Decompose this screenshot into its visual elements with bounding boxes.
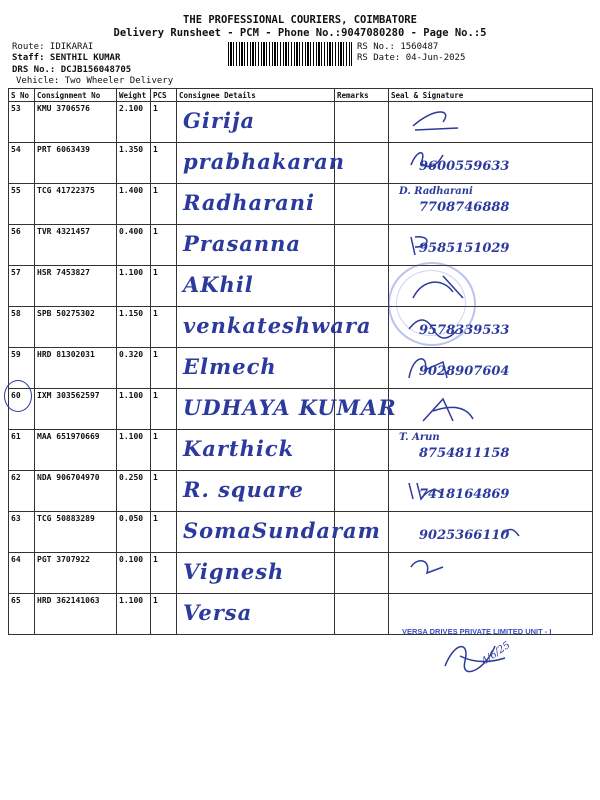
route-label: Route: IDIKARAI — [12, 42, 94, 52]
cell-signature — [389, 553, 593, 594]
table-header-row — [9, 89, 593, 102]
cell-signature — [389, 512, 593, 553]
col-remarks: Remarks — [335, 89, 389, 102]
cell-consignee — [177, 594, 335, 635]
cell-signature — [389, 348, 593, 389]
cell-pcs: 1 — [151, 143, 177, 184]
cell-sno: 57 — [9, 266, 35, 307]
cell-remarks — [335, 430, 389, 471]
cell-pcs: 1 — [151, 430, 177, 471]
cell-consignee — [177, 225, 335, 266]
vehicle-label: Vehicle: Two Wheeler Delivery — [16, 76, 174, 86]
cell-remarks — [335, 266, 389, 307]
cell-consignment-no: NDA 906704970 — [35, 471, 117, 512]
cell-pcs: 1 — [151, 512, 177, 553]
col-signature: Seal & Signature — [389, 89, 593, 102]
handwritten-consignee-name: Elmech — [183, 354, 277, 379]
handwritten-consignee-name: Radharani — [183, 190, 316, 215]
cell-pcs: 1 — [151, 594, 177, 635]
cell-pcs: 1 — [151, 389, 177, 430]
col-consignee: Consignee Details — [177, 89, 335, 102]
cell-sno: 59 — [9, 348, 35, 389]
cell-signature — [389, 143, 593, 184]
cell-pcs: 1 — [151, 184, 177, 225]
col-consignment: Consignment No — [35, 89, 117, 102]
cell-sno: 56 — [9, 225, 35, 266]
cell-consignment-no: MAA 651970669 — [35, 430, 117, 471]
handwritten-phone-number: 9025366110 — [419, 528, 510, 543]
table-row — [9, 266, 593, 307]
signature-scribble — [403, 514, 533, 550]
runsheet-subtitle: Delivery Runsheet - PCM - Phone No.:9047080280 - Page No.:5 — [113, 27, 487, 39]
cell-remarks — [335, 471, 389, 512]
table-row — [9, 389, 593, 430]
signature-scribble — [403, 473, 533, 509]
cell-pcs: 1 — [151, 553, 177, 594]
cell-weight: 0.100 — [117, 553, 151, 594]
handwritten-phone-number: 7418164869 — [419, 487, 510, 502]
table-row — [9, 348, 593, 389]
handwritten-phone-number: 9028907604 — [419, 364, 510, 379]
cell-consignment-no: TVR 4321457 — [35, 225, 117, 266]
cell-consignee — [177, 512, 381, 553]
cell-pcs: 1 — [151, 348, 177, 389]
cell-weight: 0.400 — [117, 225, 151, 266]
handwritten-consignee-name: Versa — [183, 600, 253, 625]
cell-consignment-no: TCG 41722375 — [35, 184, 117, 225]
cell-signature — [389, 225, 593, 266]
cell-pcs: 1 — [151, 225, 177, 266]
cell-consignment-no: HSR 7453827 — [35, 266, 117, 307]
table-row — [9, 102, 593, 143]
table-row — [9, 512, 593, 553]
table-row — [9, 184, 593, 225]
cell-weight: 0.050 — [117, 512, 151, 553]
handwritten-phone-number: 8754811158 — [419, 446, 510, 461]
table-row — [9, 307, 593, 348]
cell-pcs: 1 — [151, 266, 177, 307]
cell-sno: 64 — [9, 553, 35, 594]
handwritten-consignee-name: UDHAYA KUMAR — [183, 395, 397, 420]
cell-sno: 60 — [9, 389, 35, 430]
handwritten-consignee-name: Vignesh — [183, 559, 285, 584]
cell-consignee — [177, 389, 397, 430]
table-row — [9, 143, 593, 184]
handwritten-signature-name: T. Arun — [399, 432, 440, 443]
cell-consignment-no: PGT 3707922 — [35, 553, 117, 594]
cell-consignment-no: HRD 81302031 — [35, 348, 117, 389]
cell-weight: 0.250 — [117, 471, 151, 512]
cell-consignee — [177, 430, 335, 471]
signature-scribble — [403, 104, 533, 140]
signature-scribble — [403, 555, 533, 591]
cell-consignment-no: PRT 6063439 — [35, 143, 117, 184]
cell-weight: 1.100 — [117, 594, 151, 635]
cell-consignee — [177, 143, 346, 184]
delivery-date-handwritten: 4/6/25 — [479, 639, 513, 668]
handwritten-consignee-name: Karthick — [183, 436, 295, 461]
cell-sno: 54 — [9, 143, 35, 184]
staff-label: Staff: SENTHIL KUMAR — [12, 53, 121, 63]
cell-weight: 1.350 — [117, 143, 151, 184]
cell-consignee — [177, 102, 335, 143]
cell-sno: 58 — [9, 307, 35, 348]
cell-remarks — [335, 143, 389, 184]
handwritten-consignee-name: Girija — [183, 108, 256, 133]
handwritten-signature-name: D. Radharani — [399, 186, 473, 197]
handwritten-consignee-name: prabhakaran — [183, 149, 346, 174]
cell-consignment-no: HRD 362141063 — [35, 594, 117, 635]
handwritten-phone-number: 9585151029 — [419, 241, 510, 256]
cell-consignment-no: IXM 303562597 — [35, 389, 117, 430]
cell-consignment-no: SPB 50275302 — [35, 307, 117, 348]
handwritten-phone-number: 9578339533 — [419, 323, 510, 338]
company-title: THE PROFESSIONAL COURIERS, COIMBATORE — [183, 14, 417, 26]
cell-weight: 1.400 — [117, 184, 151, 225]
seal-stamp-inner — [396, 270, 466, 336]
cell-signature — [389, 389, 593, 430]
cell-sno: 53 — [9, 102, 35, 143]
cell-sno: 55 — [9, 184, 35, 225]
table-row — [9, 553, 593, 594]
cell-sno: 61 — [9, 430, 35, 471]
cell-weight: 1.100 — [117, 266, 151, 307]
footer-signature-scribble — [440, 636, 510, 676]
cell-consignee — [177, 348, 335, 389]
cell-consignment-no: KMU 3706576 — [35, 102, 117, 143]
cell-remarks — [335, 307, 389, 348]
table-row — [9, 430, 593, 471]
runsheet-table — [8, 88, 593, 635]
handwritten-consignee-name: R. square — [183, 477, 304, 502]
cell-pcs: 1 — [151, 307, 177, 348]
signature-scribble — [403, 350, 533, 386]
cell-weight: 2.100 — [117, 102, 151, 143]
table-row — [9, 471, 593, 512]
signature-scribble — [403, 145, 533, 181]
drs-label: DRS No.: DCJB156048705 — [12, 65, 132, 75]
cell-consignee — [177, 266, 335, 307]
cell-consignee — [177, 553, 335, 594]
signature-scribble — [403, 391, 533, 427]
cell-consignee — [177, 471, 335, 512]
cell-remarks — [335, 184, 389, 225]
cell-remarks — [335, 225, 389, 266]
cell-remarks — [335, 348, 389, 389]
rs-date: RS Date: 04-Jun-2025 — [357, 53, 466, 63]
col-weight: Weight — [117, 89, 151, 102]
cell-remarks — [335, 512, 389, 553]
cell-weight: 1.100 — [117, 389, 151, 430]
cell-remarks — [335, 553, 389, 594]
company-seal-text: VERSA DRIVES PRIVATE LIMITED UNIT - I — [402, 627, 552, 636]
handwritten-consignee-name: AKhil — [183, 272, 254, 297]
cell-consignee — [177, 307, 372, 348]
handwritten-consignee-name: SomaSundaram — [183, 518, 381, 543]
cell-signature — [389, 430, 593, 471]
cell-weight: 1.100 — [117, 430, 151, 471]
cell-pcs: 1 — [151, 102, 177, 143]
rs-number: RS No.: 1560487 — [357, 42, 439, 52]
cell-remarks — [335, 102, 389, 143]
cell-remarks — [335, 389, 389, 430]
cell-sno: 63 — [9, 512, 35, 553]
handwritten-consignee-name: venkateshwara — [183, 313, 372, 338]
cell-sno: 62 — [9, 471, 35, 512]
row-60-circle-mark — [4, 380, 32, 412]
cell-consignee — [177, 184, 335, 225]
table-row — [9, 225, 593, 266]
cell-pcs: 1 — [151, 471, 177, 512]
cell-signature — [389, 184, 593, 225]
cell-signature — [389, 102, 593, 143]
handwritten-consignee-name: Prasanna — [183, 231, 302, 256]
col-sno: S No — [9, 89, 35, 102]
cell-remarks — [335, 594, 389, 635]
barcode — [228, 42, 352, 66]
cell-weight: 1.150 — [117, 307, 151, 348]
col-pcs: PCS — [151, 89, 177, 102]
signature-scribble — [403, 227, 533, 263]
cell-sno: 65 — [9, 594, 35, 635]
cell-signature — [389, 471, 593, 512]
cell-weight: 0.320 — [117, 348, 151, 389]
handwritten-phone-number: 9600559633 — [419, 159, 510, 174]
handwritten-phone-number: 7708746888 — [419, 200, 510, 215]
cell-consignment-no: TCG 50883289 — [35, 512, 117, 553]
